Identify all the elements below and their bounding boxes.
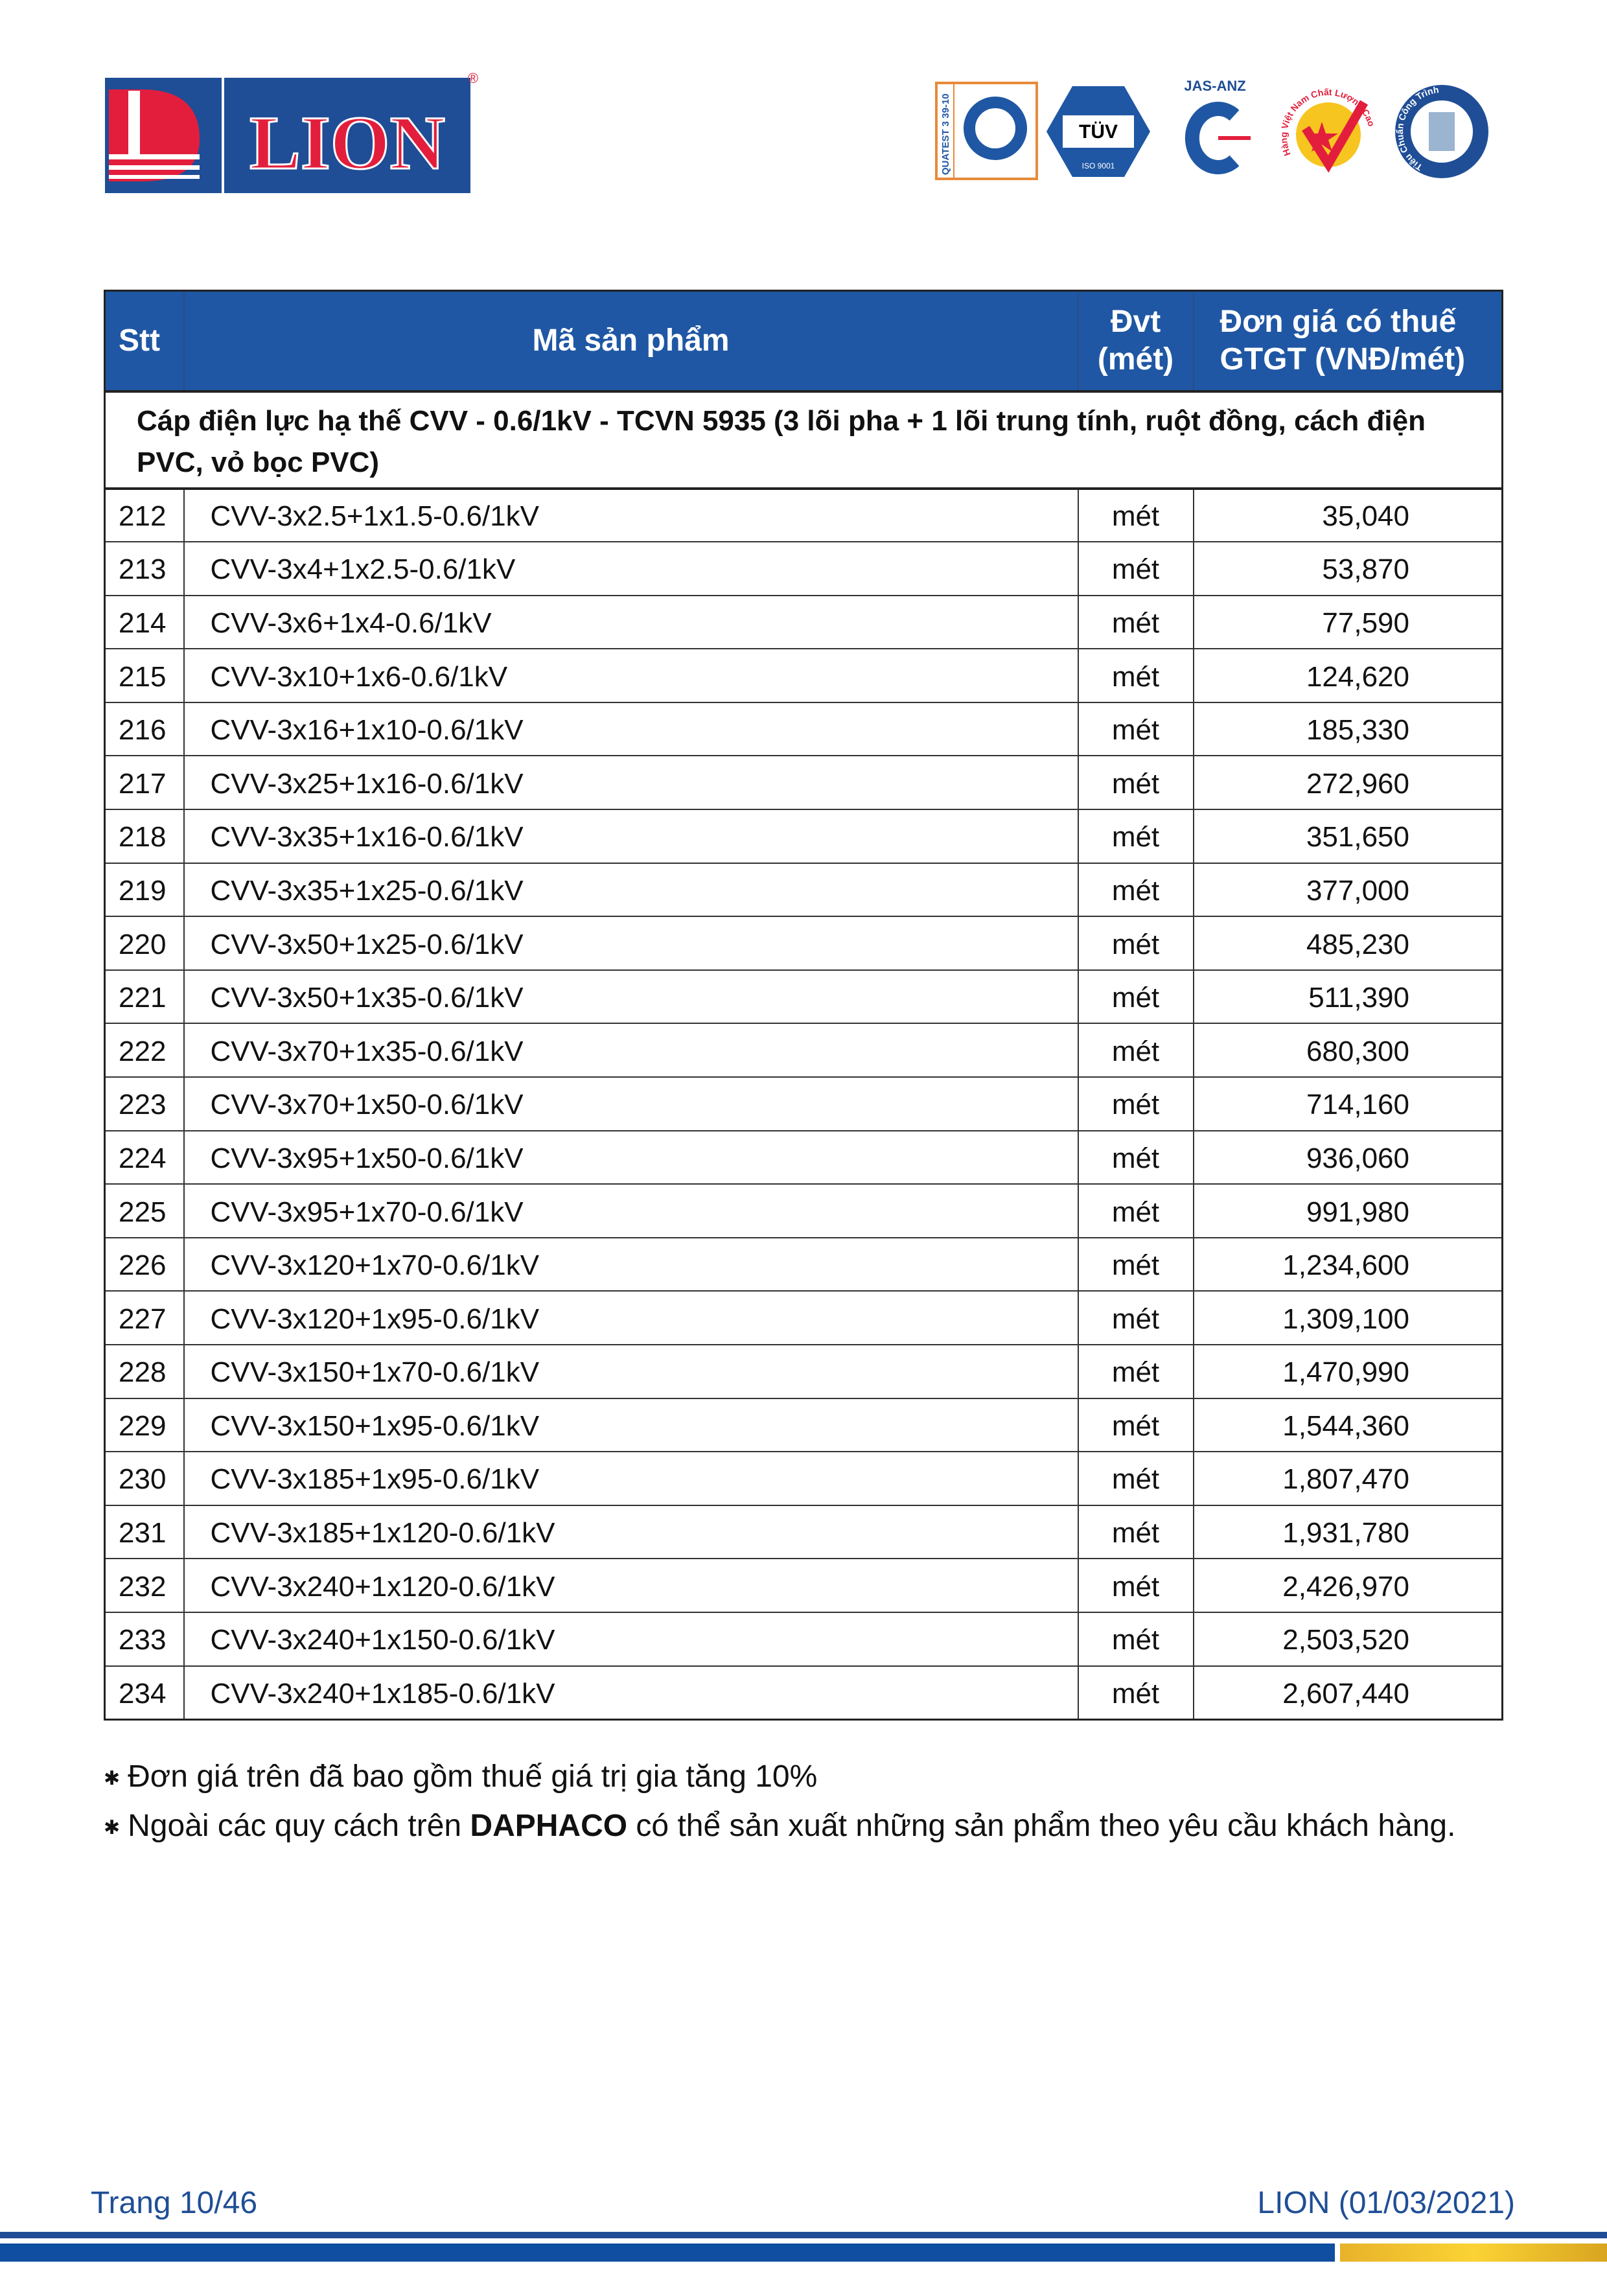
- quatest-logo: [936, 83, 1037, 179]
- svg-text:TÜV: TÜV: [1079, 121, 1118, 143]
- row-unit: mét: [1078, 970, 1194, 1024]
- row-price: 377,000: [1194, 863, 1503, 917]
- row-unit: mét: [1078, 702, 1194, 756]
- tieu-chuan-cong-trinh-logo: [1394, 84, 1488, 178]
- table-row: [105, 916, 1503, 970]
- row-product-code: CVV-3x185+1x120-0.6/1kV: [184, 1505, 1078, 1559]
- row-product-code: CVV-3x95+1x70-0.6/1kV: [184, 1184, 1078, 1238]
- row-stt: 227: [105, 1291, 184, 1345]
- svg-text:®: ®: [467, 71, 479, 86]
- tieu-chuan-label: Tiêu Chuẩn Công Trình: [1394, 84, 1440, 173]
- row-product-code: CVV-3x25+1x16-0.6/1kV: [184, 756, 1078, 809]
- row-unit: mét: [1078, 649, 1194, 702]
- col-product-code: Mã sản phẩm: [184, 291, 1078, 391]
- row-unit: mét: [1078, 1612, 1194, 1666]
- table-row: [105, 1666, 1503, 1720]
- row-price: 714,160: [1194, 1077, 1503, 1131]
- row-unit: mét: [1078, 809, 1194, 863]
- jas-anz-logo: [1184, 78, 1251, 167]
- table-row: [105, 1398, 1503, 1452]
- hvnclc-logo: [1278, 87, 1377, 167]
- row-product-code: CVV-3x95+1x50-0.6/1kV: [184, 1131, 1078, 1185]
- asterisk-icon: ✱: [104, 1816, 121, 1838]
- asterisk-icon: ✱: [104, 1767, 121, 1789]
- row-product-code: CVV-3x35+1x25-0.6/1kV: [184, 863, 1078, 917]
- svg-text:JAS-ANZ: JAS-ANZ: [1184, 78, 1246, 94]
- table-row: [105, 1559, 1503, 1612]
- row-unit: mét: [1078, 596, 1194, 649]
- row-product-code: CVV-3x150+1x95-0.6/1kV: [184, 1398, 1078, 1452]
- row-stt: 222: [105, 1023, 184, 1077]
- hvnclc-label: Hàng Việt Nam Chất Lượng Cao: [1278, 86, 1377, 157]
- row-unit: mét: [1078, 1131, 1194, 1185]
- table-row: [105, 756, 1503, 809]
- row-product-code: CVV-3x240+1x185-0.6/1kV: [184, 1666, 1078, 1720]
- row-price: 1,470,990: [1194, 1345, 1503, 1398]
- row-unit: mét: [1078, 1238, 1194, 1292]
- row-product-code: CVV-3x16+1x10-0.6/1kV: [184, 702, 1078, 756]
- row-stt: 219: [105, 863, 184, 917]
- row-unit: mét: [1078, 1023, 1194, 1077]
- brand-name: LION: [249, 100, 445, 185]
- row-unit: mét: [1078, 756, 1194, 809]
- page-number: Trang 10/46: [91, 2186, 258, 2220]
- row-product-code: CVV-3x70+1x35-0.6/1kV: [184, 1023, 1078, 1077]
- row-product-code: CVV-3x240+1x120-0.6/1kV: [184, 1559, 1078, 1612]
- row-price: 1,931,780: [1194, 1505, 1503, 1559]
- row-price: 511,390: [1194, 970, 1503, 1024]
- svg-text:ISO 9001: ISO 9001: [1081, 161, 1115, 170]
- table-row: [105, 809, 1503, 863]
- row-unit: mét: [1078, 1345, 1194, 1398]
- row-stt: 232: [105, 1559, 184, 1612]
- row-price: 1,309,100: [1194, 1291, 1503, 1345]
- row-unit: mét: [1078, 1184, 1194, 1238]
- row-unit: mét: [1078, 1505, 1194, 1559]
- row-product-code: CVV-3x50+1x35-0.6/1kV: [184, 970, 1078, 1024]
- table-row: [105, 1452, 1503, 1505]
- row-unit: mét: [1078, 542, 1194, 596]
- table-row: [105, 1184, 1503, 1238]
- row-price: 1,807,470: [1194, 1452, 1503, 1505]
- row-unit: mét: [1078, 1077, 1194, 1131]
- row-stt: 234: [105, 1666, 184, 1720]
- row-product-code: CVV-3x240+1x150-0.6/1kV: [184, 1612, 1078, 1666]
- footer-band-gold: [1340, 2244, 1607, 2262]
- row-stt: 233: [105, 1612, 184, 1666]
- notes: [104, 1753, 1455, 1851]
- row-price: 351,650: [1194, 809, 1503, 863]
- table-row: [105, 649, 1503, 702]
- note-vat: ✱ Đơn giá trên đã bao gồm thuế giá trị gia tăng 10%: [104, 1759, 818, 1794]
- row-product-code: CVV-3x120+1x95-0.6/1kV: [184, 1291, 1078, 1345]
- row-product-code: CVV-3x150+1x70-0.6/1kV: [184, 1345, 1078, 1398]
- row-unit: mét: [1078, 1291, 1194, 1345]
- row-product-code: CVV-3x50+1x25-0.6/1kV: [184, 916, 1078, 970]
- row-stt: 223: [105, 1077, 184, 1131]
- row-product-code: CVV-3x120+1x70-0.6/1kV: [184, 1238, 1078, 1292]
- table-row: [105, 542, 1503, 596]
- row-price: 53,870: [1194, 542, 1503, 596]
- row-stt: 212: [105, 489, 184, 542]
- row-stt: 228: [105, 1345, 184, 1398]
- row-price: 35,040: [1194, 489, 1503, 542]
- table-row: [105, 1612, 1503, 1666]
- row-unit: mét: [1078, 1452, 1194, 1505]
- col-unit: Đvt (mét): [1078, 291, 1194, 391]
- row-product-code: CVV-3x6+1x4-0.6/1kV: [184, 596, 1078, 649]
- quatest-label: QUATEST 3 39-10: [940, 93, 951, 175]
- row-stt: 221: [105, 970, 184, 1024]
- col-price: Đơn giá có thuế GTGT (VNĐ/mét): [1194, 291, 1503, 391]
- row-product-code: CVV-3x70+1x50-0.6/1kV: [184, 1077, 1078, 1131]
- table-row: [105, 1238, 1503, 1292]
- row-product-code: CVV-3x185+1x95-0.6/1kV: [184, 1452, 1078, 1505]
- row-price: 185,330: [1194, 702, 1503, 756]
- row-stt: 217: [105, 756, 184, 809]
- row-unit: mét: [1078, 1666, 1194, 1720]
- price-table: [104, 290, 1503, 1721]
- table-row: [105, 596, 1503, 649]
- table-row: [105, 702, 1503, 756]
- table-row: [105, 489, 1503, 542]
- row-unit: mét: [1078, 1398, 1194, 1452]
- row-price: 680,300: [1194, 1023, 1503, 1077]
- footer-band-blue: [0, 2244, 1335, 2262]
- row-stt: 213: [105, 542, 184, 596]
- lion-logo: [102, 71, 480, 194]
- col-stt: Stt: [105, 291, 184, 391]
- row-product-code: CVV-3x2.5+1x1.5-0.6/1kV: [184, 489, 1078, 542]
- row-unit: mét: [1078, 863, 1194, 917]
- row-stt: 220: [105, 916, 184, 970]
- row-product-code: CVV-3x10+1x6-0.6/1kV: [184, 649, 1078, 702]
- row-price: 485,230: [1194, 916, 1503, 970]
- row-stt: 225: [105, 1184, 184, 1238]
- row-unit: mét: [1078, 489, 1194, 542]
- row-unit: mét: [1078, 916, 1194, 970]
- row-stt: 231: [105, 1505, 184, 1559]
- row-stt: 218: [105, 809, 184, 863]
- footer-line: [0, 2232, 1607, 2238]
- row-stt: 230: [105, 1452, 184, 1505]
- row-stt: 215: [105, 649, 184, 702]
- row-stt: 226: [105, 1238, 184, 1292]
- tuv-logo: [1046, 86, 1150, 177]
- row-product-code: CVV-3x4+1x2.5-0.6/1kV: [184, 542, 1078, 596]
- table-row: [105, 863, 1503, 917]
- table-row: [105, 1077, 1503, 1131]
- table-row: [105, 1505, 1503, 1559]
- row-stt: 216: [105, 702, 184, 756]
- table-row: [105, 1345, 1503, 1398]
- row-price: 2,607,440: [1282, 1677, 1409, 1710]
- certification-logos: [933, 76, 1497, 187]
- table-row: [105, 1131, 1503, 1185]
- row-price: 124,620: [1194, 649, 1503, 702]
- document-version: LION (01/03/2021): [1257, 2186, 1515, 2220]
- row-price: 936,060: [1194, 1131, 1503, 1185]
- table-row: [105, 970, 1503, 1024]
- row-price: 2,503,520: [1194, 1612, 1503, 1666]
- row-stt: 224: [105, 1131, 184, 1185]
- row-stt: 214: [105, 596, 184, 649]
- row-price: 2,426,970: [1194, 1559, 1503, 1612]
- row-price: 1,234,600: [1194, 1238, 1503, 1292]
- row-price: 77,590: [1194, 596, 1503, 649]
- row-stt: 229: [105, 1398, 184, 1452]
- table-row: [105, 1291, 1503, 1345]
- table-row: [105, 1023, 1503, 1077]
- row-price: 272,960: [1194, 756, 1503, 809]
- row-unit: mét: [1078, 1559, 1194, 1612]
- row-product-code: CVV-3x35+1x16-0.6/1kV: [184, 809, 1078, 863]
- note-custom: ✱ Ngoài các quy cách trên DAPHACO có thể sản xuất những sản phẩm theo yêu cầu khách hàng.: [104, 1808, 1456, 1843]
- row-price: 991,980: [1194, 1184, 1503, 1238]
- section-title: Cáp điện lực hạ thế CVV - 0.6/1kV - TCVN 5935 (3 lõi pha + 1 lõi trung tính, ruột đồng, cách điện PVC, vỏ bọc PVC): [105, 391, 1503, 489]
- row-price: 1,544,360: [1194, 1398, 1503, 1452]
